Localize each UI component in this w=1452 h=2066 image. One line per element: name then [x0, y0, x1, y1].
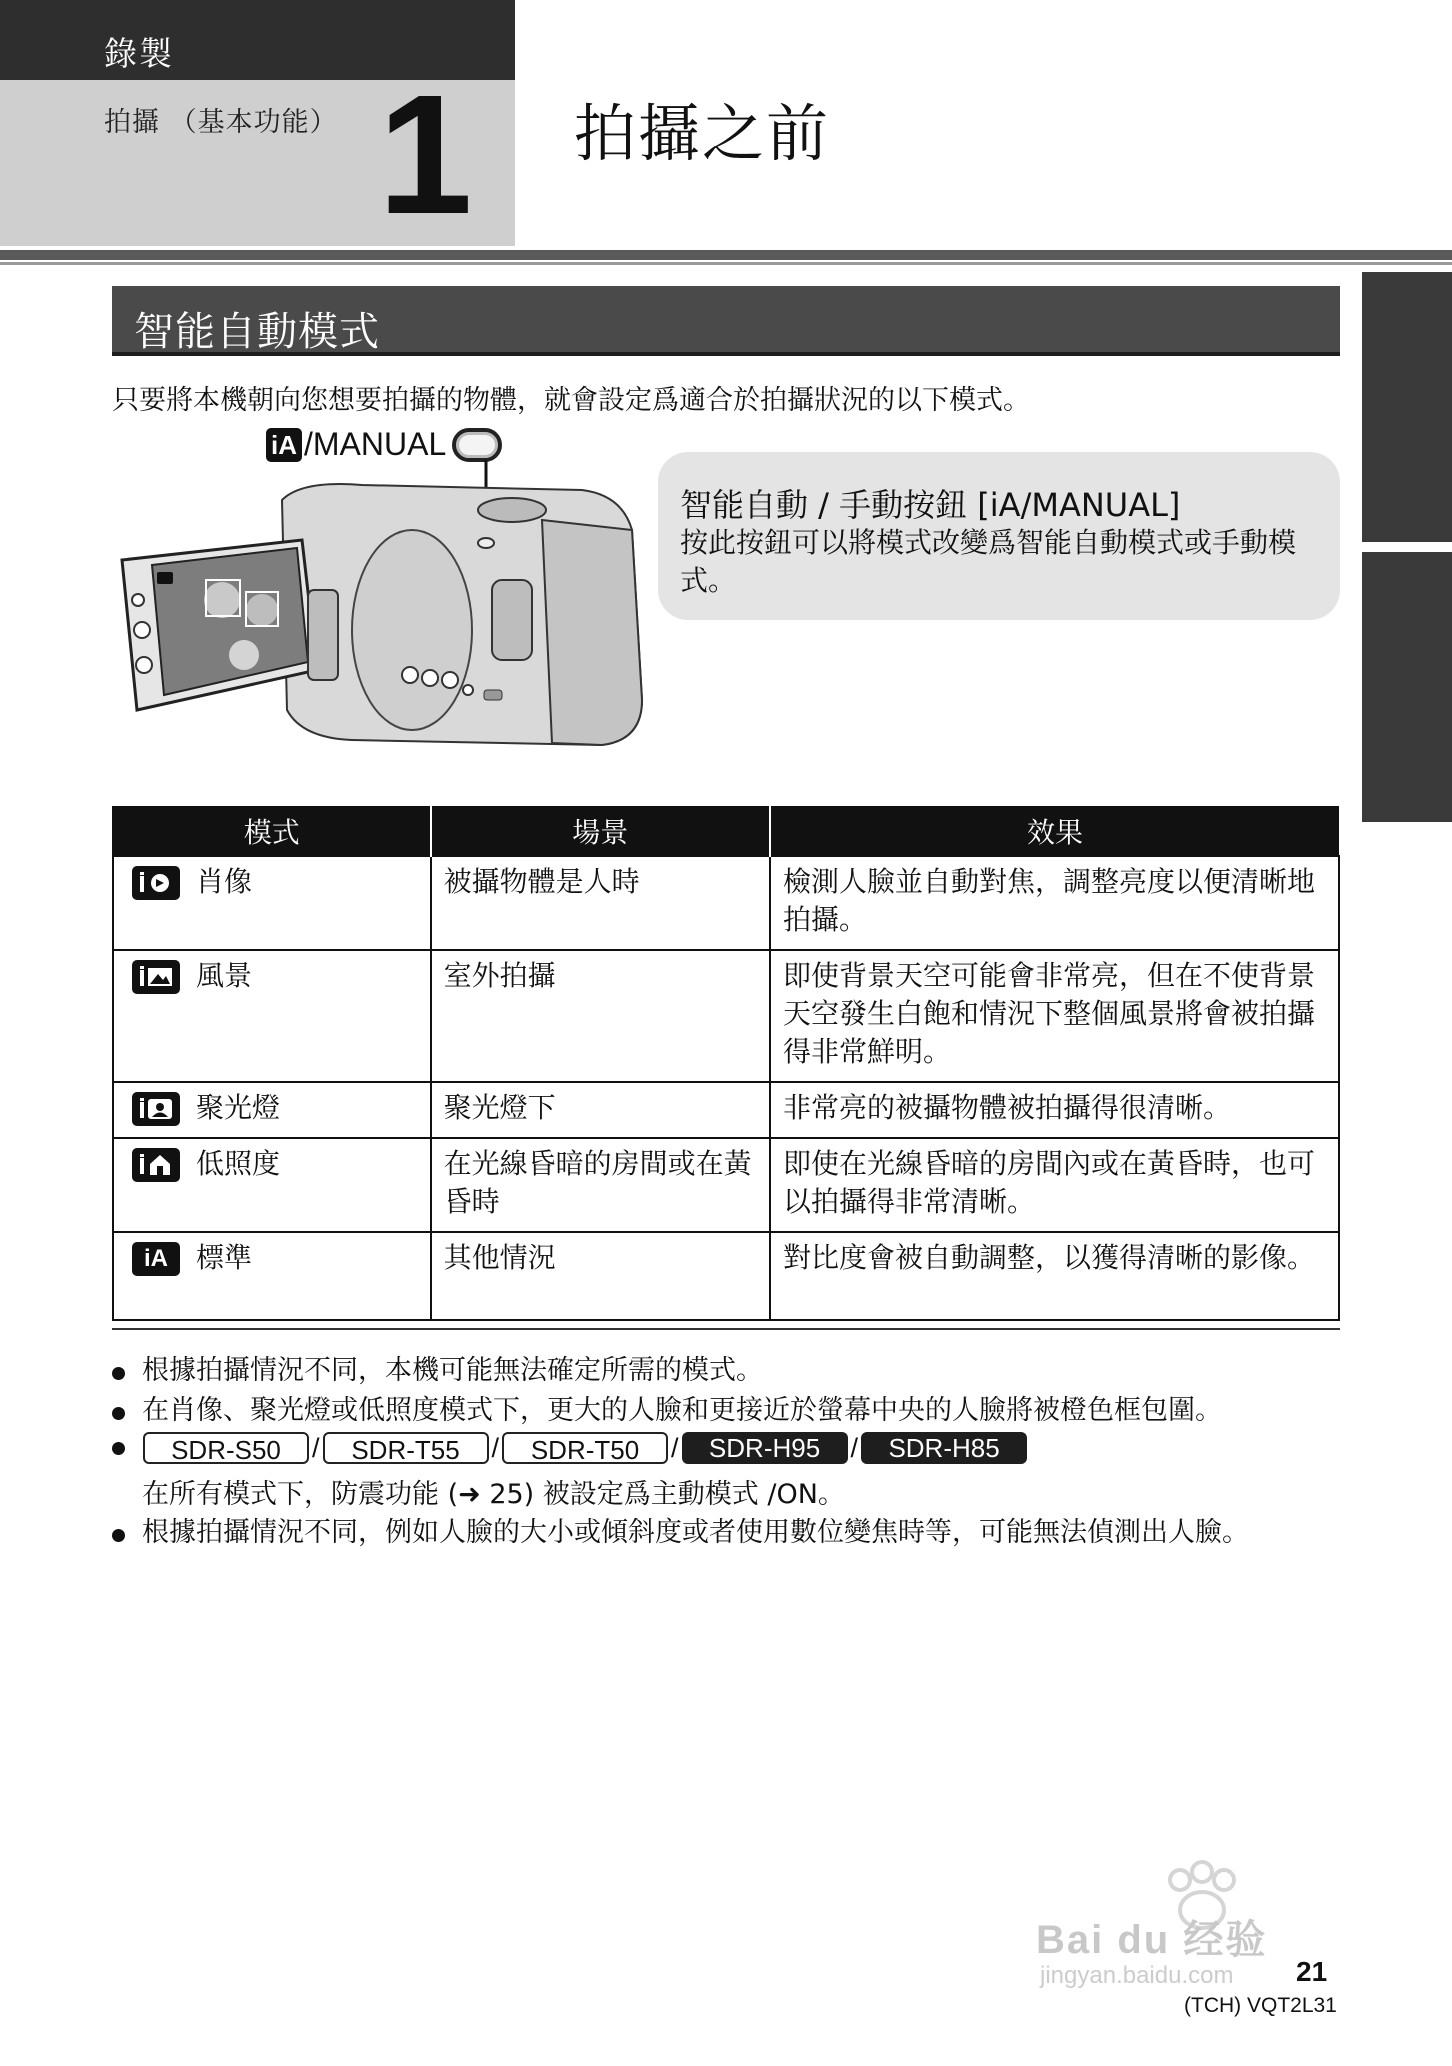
model-badge: SDR-T50	[502, 1432, 668, 1464]
header-rule-thin	[0, 262, 1452, 265]
note-item	[112, 1514, 1332, 1552]
manual-label: /MANUAL	[304, 426, 447, 462]
table-row	[113, 1138, 1339, 1232]
callout-title: 智能自動 / 手動按鈕 [iA/MANUAL]	[680, 486, 1181, 524]
scene-cell: 其他情況	[431, 1232, 770, 1320]
note-item	[112, 1352, 1352, 1390]
effect-cell: 即使在光線昏暗的房間內或在黃昏時，也可以拍攝得非常清晰。	[770, 1138, 1339, 1232]
mode-name: 肖像	[196, 865, 253, 898]
ia-badge: iA	[266, 428, 302, 462]
header-effect: 效果	[770, 806, 1339, 856]
model-badge: SDR-S50	[143, 1432, 309, 1464]
watermark-url: jingyan.baidu.com	[1040, 1962, 1234, 1989]
scene-cell: 在光線昏暗的房間或在黃昏時	[431, 1138, 770, 1232]
mode-name: 聚光燈	[196, 1091, 281, 1124]
camcorder-illustration	[112, 440, 652, 770]
table-header-row	[113, 806, 1339, 856]
callout-box	[658, 452, 1340, 620]
watermark-brand: Bai du 经验	[1036, 1918, 1268, 1962]
scene-cell: 被攝物體是人時	[431, 856, 770, 950]
normal-mode-icon: iA	[132, 1242, 180, 1276]
header-rule	[0, 250, 1452, 260]
header-subtitle: 拍攝 （基本功能）	[104, 107, 338, 138]
bullet-icon	[112, 1367, 125, 1380]
effect-cell: 對比度會被自動調整，以獲得清晰的影像。	[770, 1232, 1339, 1320]
page-number: 21	[1296, 1956, 1328, 1987]
table-row	[113, 1082, 1339, 1138]
table-row	[113, 950, 1339, 1082]
modes-table	[112, 806, 1340, 1321]
effect-cell: 即使背景天空可能會非常亮，但在不使背景天空發生白飽和情況下整個風景將會被拍攝得非常鮮明。	[770, 950, 1339, 1082]
low-light-mode-icon	[132, 1148, 180, 1182]
scenery-mode-icon	[132, 960, 180, 994]
model-list: SDR-S50 / SDR-T55 / SDR-T50 / SDR-H95 / SDR-H85	[112, 1432, 1027, 1464]
note-text: 在所有模式下，防震功能 (➜ 25) 被設定爲主動模式 /ON。	[142, 1479, 845, 1510]
side-tab-2	[1362, 552, 1452, 822]
section-intro: 只要將本機朝向您想要拍攝的物體，就會設定爲適合於拍攝狀況的以下模式。	[112, 385, 1030, 416]
scene-cell: 室外拍攝	[431, 950, 770, 1082]
header-mode: 模式	[113, 806, 431, 856]
scene-cell: 聚光燈下	[431, 1082, 770, 1138]
spotlight-mode-icon	[132, 1092, 180, 1126]
portrait-mode-icon	[132, 866, 180, 900]
document-code: (TCH) VQT2L31	[1184, 1994, 1337, 2017]
note-text: 在肖像、聚光燈或低照度模式下，更大的人臉和更接近於螢幕中央的人臉將被橙色框包圍。	[142, 1395, 1222, 1426]
side-tab-1	[1362, 272, 1452, 542]
effect-cell: 非常亮的被攝物體被拍攝得很清晰。	[770, 1082, 1339, 1138]
notes-divider	[112, 1328, 1340, 1330]
table-row	[113, 856, 1339, 950]
table-row	[113, 1232, 1339, 1320]
note-text: 根據拍攝情況不同，本機可能無法確定所需的模式。	[142, 1355, 763, 1386]
header-scene: 場景	[431, 806, 770, 856]
note-item	[112, 1392, 1352, 1430]
bullet-icon	[112, 1442, 125, 1455]
section-title: 智能自動模式	[134, 309, 380, 355]
effect-cell: 檢測人臉並自動對焦，調整亮度以便清晰地拍攝。	[770, 856, 1339, 950]
chapter-number: 1	[378, 60, 473, 250]
bullet-icon	[112, 1529, 125, 1542]
mode-name: 低照度	[196, 1147, 281, 1180]
mode-name: 風景	[196, 959, 253, 992]
header-category: 錄製	[104, 34, 174, 73]
note-text: 根據拍攝情況不同，例如人臉的大小或傾斜度或者使用數位變焦時等，可能無法偵測出人臉。	[142, 1517, 1249, 1548]
section-title-bar	[112, 286, 1340, 356]
mode-name: 標準	[196, 1241, 253, 1274]
model-badge: SDR-H95	[682, 1432, 848, 1464]
page-title: 拍攝之前	[574, 97, 831, 170]
model-badge: SDR-T55	[323, 1432, 489, 1464]
model-badge: SDR-H85	[861, 1432, 1027, 1464]
bullet-icon	[112, 1407, 125, 1420]
callout-body: 按此按鈕可以將模式改變爲智能自動模式或手動模式。	[680, 526, 1297, 597]
